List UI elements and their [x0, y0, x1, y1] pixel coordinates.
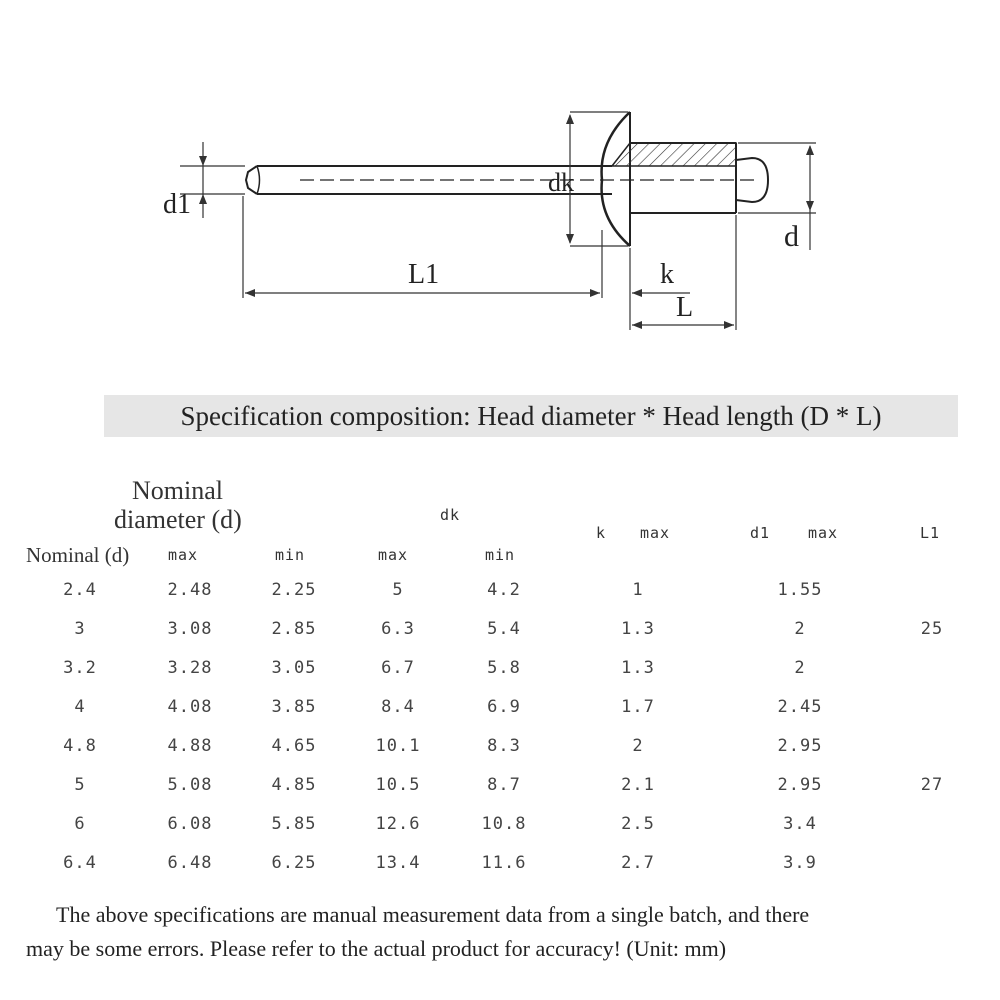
cell-k-max: 2.1: [621, 775, 655, 795]
label-L: L: [676, 292, 694, 323]
cell-d1-max: 2.45: [777, 697, 823, 717]
cell-k-max: 2.5: [621, 814, 655, 834]
cell-d-min: 4.65: [271, 736, 317, 756]
cell-d1-max: 2.95: [777, 775, 823, 795]
cell-nominal: 6: [74, 814, 86, 834]
cell-nominal: 3: [74, 619, 86, 639]
label-dk: dk: [548, 168, 574, 197]
label-L1: L1: [408, 259, 440, 290]
cell-d1-max: 2.95: [777, 736, 823, 756]
header-d1: d1: [750, 524, 771, 542]
header-nominal-diameter-line1: Nominal: [132, 476, 223, 505]
note-line-2: may be some errors. Please refer to the actual product for accuracy! (Unit: mm): [26, 936, 727, 961]
cell-d1-max: 3.4: [783, 814, 817, 834]
cell-d-max: 4.88: [167, 736, 213, 756]
cell-nominal: 6.4: [63, 853, 97, 873]
cell-d-max: 3.28: [167, 658, 213, 678]
rivet-outline: [246, 112, 768, 246]
cell-k-max: 1.3: [621, 658, 655, 678]
cell-k-max: 2.7: [621, 853, 655, 873]
header-d1-max: max: [808, 524, 839, 542]
cell-dk-max: 13.4: [375, 853, 421, 873]
cell-dk-min: 8.7: [487, 775, 521, 795]
cell-d-max: 6.48: [167, 853, 213, 873]
header-k: k: [596, 524, 607, 542]
header-dk-min: min: [485, 546, 516, 564]
cell-dk-max: 6.7: [381, 658, 415, 678]
cell-d1-max: 3.9: [783, 853, 817, 873]
cell-dk-max: 6.3: [381, 619, 415, 639]
cell-L1: 25: [920, 619, 944, 639]
cell-d-min: 6.25: [271, 853, 317, 873]
cell-d1-max: 1.55: [777, 580, 823, 600]
cell-d-max: 4.08: [167, 697, 213, 717]
cell-d-min: 2.85: [271, 619, 317, 639]
cell-dk-min: 10.8: [481, 814, 527, 834]
header-L1: L1: [920, 524, 941, 542]
note-line-1: The above specifications are manual measurement data from a single batch, and there: [56, 902, 810, 927]
spec-banner-text: Specification composition: Head diameter * Head length (D * L): [180, 400, 882, 431]
cell-d-min: 3.85: [271, 697, 317, 717]
cell-d-min: 3.05: [271, 658, 317, 678]
cell-d-max: 3.08: [167, 619, 213, 639]
cell-dk-max: 10.1: [375, 736, 421, 756]
disclaimer-note: [26, 898, 976, 966]
label-d: d: [784, 220, 799, 253]
label-k: k: [660, 259, 674, 290]
cell-dk-min: 5.8: [487, 658, 521, 678]
header-nominal-diameter-line2: diameter (d): [114, 505, 242, 534]
cell-d-max: 6.08: [167, 814, 213, 834]
cell-dk-max: 12.6: [375, 814, 421, 834]
cell-d1-max: 2: [794, 658, 806, 678]
cell-d1-max: 2: [794, 619, 806, 639]
cell-dk-min: 5.4: [487, 619, 521, 639]
header-nominal: Nominal (d): [26, 543, 130, 567]
cell-k-max: 1.7: [621, 697, 655, 717]
cell-dk-max: 8.4: [381, 697, 415, 717]
cell-dk-max: 10.5: [375, 775, 421, 795]
header-dk: dk: [440, 506, 461, 524]
cell-dk-min: 6.9: [487, 697, 521, 717]
cell-dk-min: 11.6: [481, 853, 527, 873]
cell-nominal: 2.4: [63, 580, 97, 600]
cell-d-min: 5.85: [271, 814, 317, 834]
rivet-diagram: [0, 0, 1000, 390]
cell-L1: 27: [920, 775, 944, 795]
cell-nominal: 4.8: [63, 736, 97, 756]
cell-k-max: 2: [632, 736, 644, 756]
cell-k-max: 1.3: [621, 619, 655, 639]
cell-d-min: 4.85: [271, 775, 317, 795]
cell-d-max: 5.08: [167, 775, 213, 795]
cell-k-max: 1: [632, 580, 644, 600]
header-k-max: max: [640, 524, 671, 542]
cell-dk-min: 4.2: [487, 580, 521, 600]
spec-banner: [104, 395, 958, 437]
cell-dk-min: 8.3: [487, 736, 521, 756]
cell-nominal: 3.2: [63, 658, 97, 678]
header-dk-max: max: [378, 546, 409, 564]
header-d-min: min: [275, 546, 306, 564]
header-d-max: max: [168, 546, 199, 564]
cell-d-max: 2.48: [167, 580, 213, 600]
cell-dk-max: 5: [392, 580, 404, 600]
label-d1: d1: [163, 189, 191, 220]
cell-nominal: 5: [74, 775, 86, 795]
cell-d-min: 2.25: [271, 580, 317, 600]
cell-nominal: 4: [74, 697, 86, 717]
